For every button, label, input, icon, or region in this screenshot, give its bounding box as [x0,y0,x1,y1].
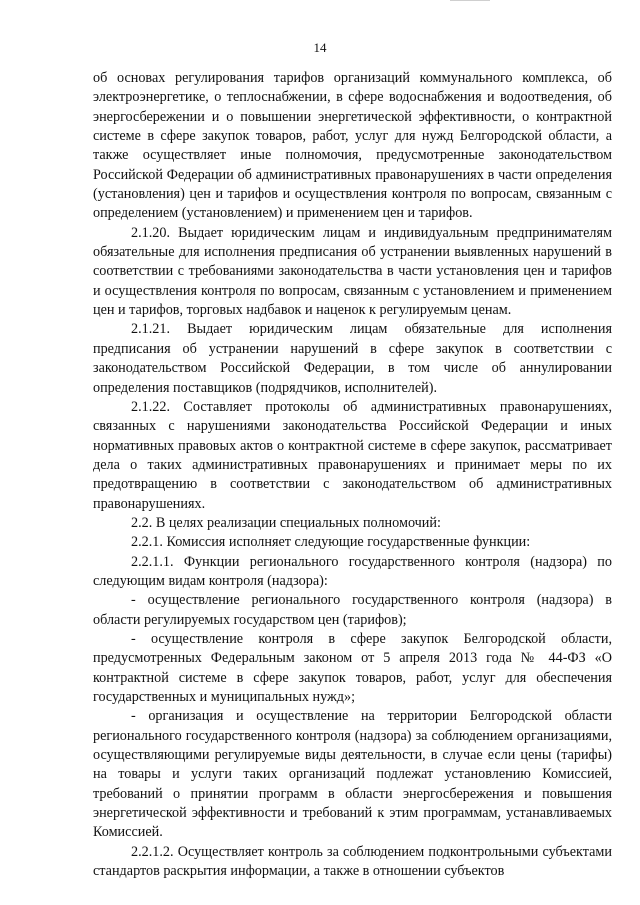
paragraph-continuation: об основах регулирования тарифов организаций коммунального комплекса, об электроэнергетике, о теплоснабжении, в сфере водоснабжения и водоотведения, об энергосбережении и о повышении энергетической эффективности, о контрактной системе в сфере закупок товаров, работ, услуг для нужд Белгородской области, а также осуществляет иные полномочия, предусмотренные законодательством Российской Федерации об административных правонарушениях в части определения (установления) цен и тарифов и осуществления контроля по вопросам, связанным с определением (установлением) и применением цен и тарифов. [93,70,612,222]
paragraph-2-2-1: 2.2.1. Комиссия исполняет следующие государственные функции: [131,534,531,551]
list-item-procurement-control: - осуществление контроля в сфере закупок Белгородской области, предусмотренных Федеральным законом от 5 апреля 2013 года № 44-ФЗ «О контрактной системе в сфере закупок товаров, работ, услуг для обеспечения государственных и муниципальных нужд»; [93,630,612,705]
paragraph-2-1-21: 2.1.21. Выдает юридическим лицам обязательные для исполнения предписания об устранении нарушений в сфере закупок в соответствии с законодательством Российской Федерации, в том числе об аннулировании определения поставщиков (подрядчиков, исполнителей). [93,321,612,396]
paragraph-2-2: 2.2. В целях реализации специальных полномочий: [131,514,441,531]
paragraph-2-2-1-2: 2.2.1.2. Осуществляет контроль за соблюдением подконтрольными субъектами стандартов раскрытия информации, а также в отношении субъектов [93,843,612,880]
document-body [93,69,612,881]
list-item-price-control: - осуществление регионального государственного контроля (надзора) в области регулируемых государством цен (тарифов); [93,592,612,628]
list-item-energy-saving-control: - организация и осуществление на территории Белгородской области регионального государственного контроля (надзора) за соблюдением организациями, осуществляющими регулируемые виды деятельности, в случае если цены (тарифы) на товары и услуги таких организаций подлежат установлению Комиссией, требований о принятии программ в области энергосбережения и повышения энергетической эффективности и требований к этим программам, устанавливаемых Комиссией. [93,708,612,841]
paragraph-2-1-22: 2.1.22. Составляет протоколы об административных правонарушениях, связанных с нарушениями законодательства Российской Федерации и иных нормативных правовых актов о контрактной системе в сфере закупок, рассматривает дела о таких административных правонарушениях и принимает меры по их предотвращению в соответствии с законодательством об административных правонарушениях. [93,398,612,512]
paragraph-2-1-20: 2.1.20. Выдает юридическим лицам и индивидуальным предпринимателям обязательные для исполнения предписания об устранении выявленных нарушений в соответствии с требованиями законодательства в части установления цен и тарифов и осуществления контроля по вопросам, связанным с установлением и применением цен и тарифов, торговых надбавок и наценок к регулируемым ценам. [93,224,612,319]
page-number: 14 [313,40,327,55]
scan-artifact-line [450,0,490,1]
paragraph-2-2-1-1: 2.2.1.1. Функции регионального государственного контроля (надзора) по следующим видам контроля (надзора): [93,553,612,589]
